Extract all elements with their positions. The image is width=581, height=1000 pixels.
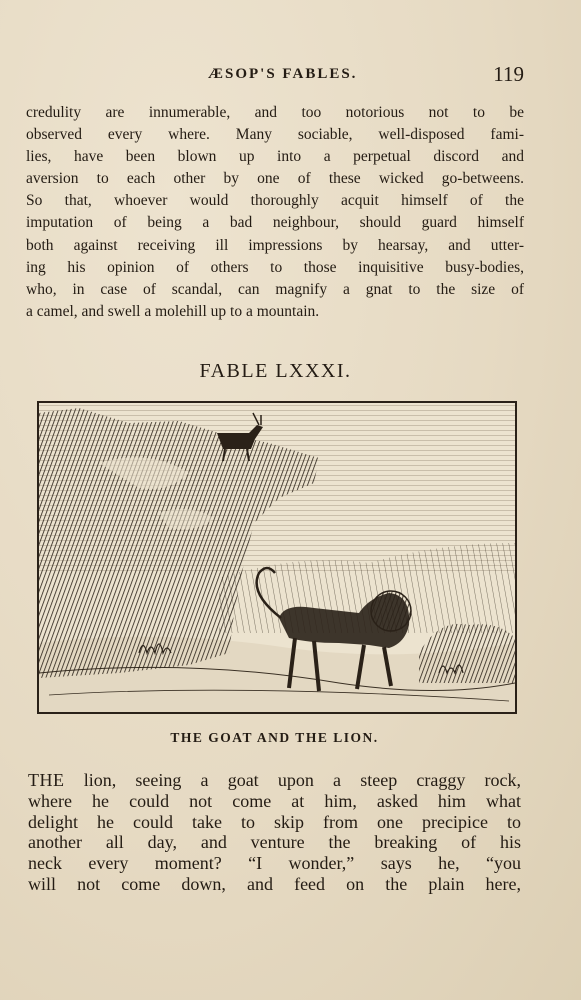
- woodcut-drawing: [39, 403, 515, 712]
- fable-title: FABLE LXXXI.: [199, 360, 352, 382]
- text-line: another all day, and venture the breaking of his: [28, 832, 521, 853]
- page-number: 119: [493, 62, 524, 86]
- text-line: observed every where. Many sociable, well-disposed fami-: [26, 126, 524, 144]
- text-line: both against receiving ill impressions by hearsay, and utter-: [26, 236, 524, 254]
- text-line: [28, 770, 521, 791]
- illustration-caption: THE GOAT AND THE LION.: [170, 730, 379, 745]
- text-line: a camel, and swell a molehill up to a mountain.: [26, 302, 320, 320]
- text-line: imputation of being a bad neighbour, should guard himself: [26, 214, 524, 232]
- text-line: where he could not come at him, asked him what: [28, 790, 521, 811]
- running-head: ÆSOP'S FABLES.: [208, 66, 358, 82]
- text-line: delight he could take to skip from one precipice to: [28, 811, 521, 832]
- text-line: neck every moment? “I wonder,” says he, “you: [28, 853, 521, 874]
- text-line: lies, have been blown up into a perpetual discord and: [26, 148, 524, 166]
- text-line: ing his opinion of others to those inquisitive busy-bodies,: [26, 258, 524, 276]
- intro-paragraph: [26, 102, 524, 323]
- opening-word: THE: [28, 770, 65, 790]
- fable-text: [28, 770, 521, 895]
- text-line: will not come down, and feed on the plain here,: [28, 873, 521, 894]
- text-line: who, in case of scandal, can magnify a gnat to the size of: [26, 280, 524, 298]
- text-line: So that, whoever would thoroughly acquit himself of the: [26, 192, 524, 210]
- goat-and-lion-woodcut: [37, 401, 517, 714]
- page-header: [26, 62, 524, 88]
- text-line: aversion to each other by one of these wicked go-betweens.: [26, 170, 524, 188]
- text-line: credulity are innumerable, and too notorious not to be: [26, 104, 524, 121]
- text-line-content: lion, seeing a goat upon a steep craggy rock,: [83, 770, 521, 790]
